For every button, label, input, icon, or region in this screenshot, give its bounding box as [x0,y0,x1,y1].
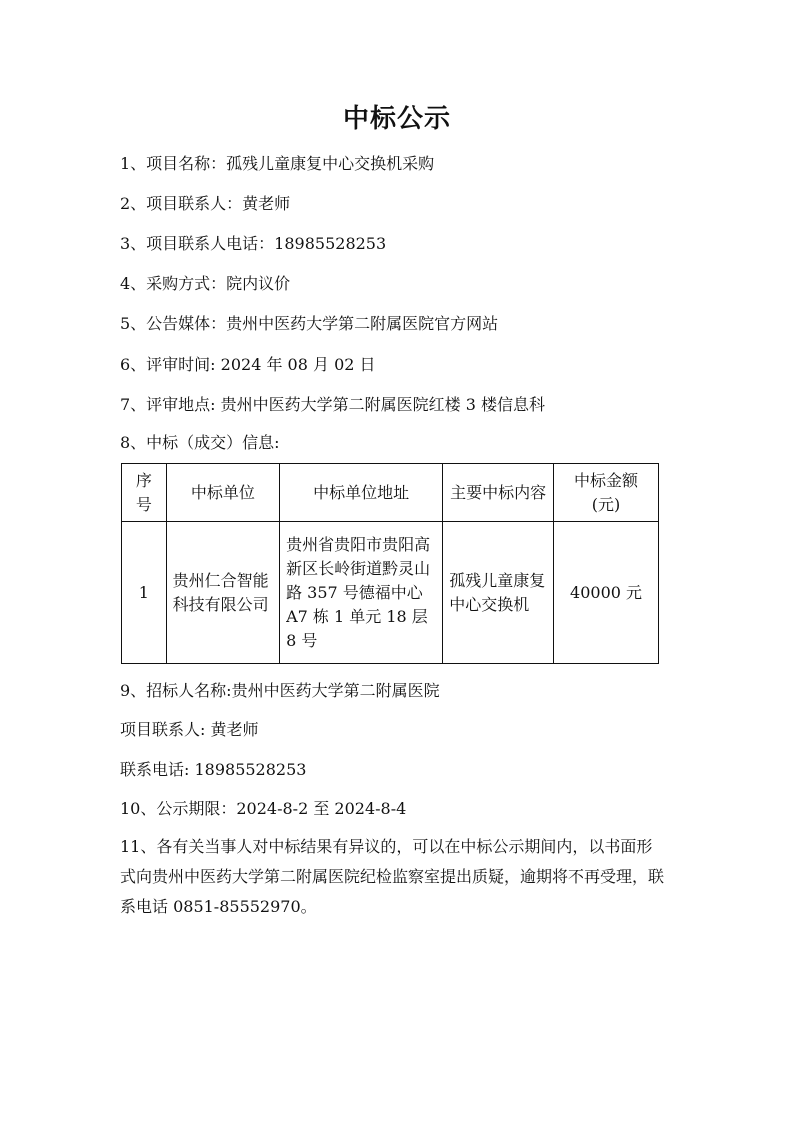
cell-company: 贵州仁合智能科技有限公司 [166,522,279,664]
item-project-name: 1、项目名称：孤残儿童康复中心交换机采购 [120,154,435,173]
header-company: 中标单位 [166,464,279,522]
item-announcement-media: 5、公告媒体：贵州中医药大学第二附属医院官方网站 [120,314,499,333]
header-address: 中标单位地址 [280,464,443,522]
award-table [121,463,659,664]
header-amount: 中标金额(元) [554,464,659,522]
header-seq: 序号 [122,464,167,522]
cell-address: 贵州省贵阳市贵阳高新区长岭街道黔灵山路 357 号德福中心 A7 栋 1 单元 18 层 8 号 [280,522,443,664]
item-contact-phone: 3、项目联系人电话：18985528253 [120,234,387,253]
cell-seq: 1 [122,522,167,664]
item-award-info-heading: 8、中标（成交）信息: [120,433,280,452]
item-project-contact: 2、项目联系人：黄老师 [120,194,291,213]
cell-amount: 40000 元 [554,522,659,664]
table-header-row [122,464,659,522]
document-title: 中标公示 [342,104,451,134]
item-procurement-method: 4、采购方式：院内议价 [120,274,291,293]
item-objection-notice: 11、各有关当事人对中标结果有异议的，可以在中标公示期间内，以书面形式向贵州中医药大学第二附属医院纪检监察室提出质疑，逾期将不再受理，联系电话 0851-85552970。 [120,837,665,916]
item-publicity-period: 10、公示期限：2024-8-2 至 2024-8-4 [120,799,407,818]
item-tenderer-name: 9、招标人名称:贵州中医药大学第二附属医院 [120,681,440,700]
item-review-time: 6、评审时间: 2024 年 08 月 02 日 [120,355,376,374]
header-content: 主要中标内容 [443,464,554,522]
item-review-location: 7、评审地点: 贵州中医药大学第二附属医院红楼 3 楼信息科 [120,395,546,414]
table-row [122,522,659,664]
cell-content: 孤残儿童康复中心交换机 [443,522,554,664]
tenderer-phone: 联系电话: 18985528253 [120,760,307,779]
tenderer-contact: 项目联系人: 黄老师 [120,720,259,739]
